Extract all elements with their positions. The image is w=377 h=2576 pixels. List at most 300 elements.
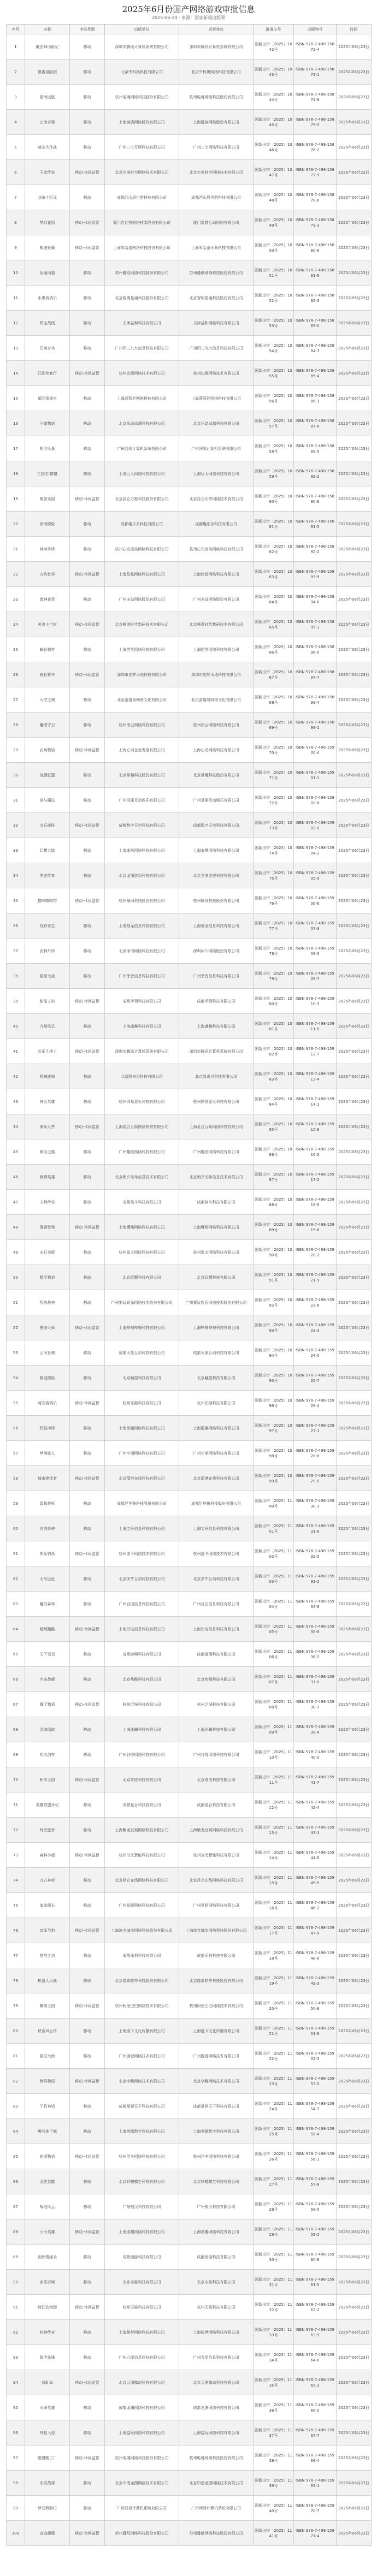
cell-publisher: 厦门吉比特网络技术股份有限公司 (105, 210, 179, 235)
cell-approval-number: 国新出审〔2025〕1116号 (254, 1893, 294, 1918)
cell-number: 59 (7, 1491, 25, 1516)
cell-date: 2025年06月23日 (337, 135, 372, 160)
cell-category: 移动 (70, 2420, 105, 2446)
cell-operator: 上海游卡文化传播有限公司 (179, 2019, 254, 2044)
cell-operator: 深圳市腾讯计算机系统有限公司 (179, 34, 254, 60)
cell-approval-number: 国新出审〔2025〕1109号 (254, 1717, 294, 1742)
cell-date: 2025年06月23日 (337, 311, 372, 336)
cell-date: 2025年06月23日 (337, 2521, 372, 2546)
cell-category: 移动-休闲益智 (70, 2219, 105, 2245)
cell-approval-number: 国新出审〔2025〕1125号 (254, 2119, 294, 2144)
cell-category: 移动-休闲益智 (70, 1843, 105, 1868)
cell-approval-number: 国新出审〔2025〕1093号 (254, 1315, 294, 1340)
table-row (7, 2395, 372, 2420)
cell-number: 20 (7, 512, 25, 537)
cell-isbn: ISBN 978-7-498-15944-8 (294, 1843, 337, 1868)
cell-category: 移动 (70, 2320, 105, 2345)
cell-operator: 上海波克城市网络科技股份有限公司 (179, 1918, 254, 1943)
table-row (7, 939, 372, 964)
cell-number: 97 (7, 2446, 25, 2471)
cell-publisher: 成都西山居世游科技有限公司 (105, 185, 179, 210)
cell-date: 2025年06月23日 (337, 1089, 372, 1114)
cell-game-name: 铁骑冲锋 (25, 1416, 70, 1441)
cell-publisher: 北京触控科技有限公司 (105, 1366, 179, 1391)
table-row (7, 989, 372, 1014)
cell-operator: 杭州边锋网络技术有限公司 (179, 361, 254, 386)
cell-game-name: 萌兽乐园 (25, 486, 70, 512)
cell-isbn: ISBN 978-7-498-15934-9 (294, 1592, 337, 1617)
cell-isbn: ISBN 978-7-498-15913-4 (294, 1064, 337, 1089)
cell-game-name: 龙骑士纪元 (25, 185, 70, 210)
cell-approval-number: 国新出审〔2025〕1087号 (254, 1165, 294, 1190)
cell-publisher: 成都趣乐多科技有限公司 (105, 512, 179, 537)
cell-approval-number: 国新出审〔2025〕1057号 (254, 411, 294, 436)
cell-approval-number: 国新出审〔2025〕1050号 (254, 235, 294, 260)
cell-number: 74 (7, 1868, 25, 1893)
cell-isbn: ISBN 978-7-498-15941-7 (294, 1767, 337, 1792)
cell-approval-number: 国新出审〔2025〕1089号 (254, 1215, 294, 1240)
cell-publisher: 上海紫龙互娱网络科技有限公司 (105, 1818, 179, 1843)
cell-category: 移动-休闲益智 (70, 2521, 105, 2546)
cell-category: 移动-休闲益智 (70, 2370, 105, 2395)
cell-game-name: 外星入侵 (25, 2420, 70, 2446)
cell-operator: 上海紫龙互娱网络科技有限公司 (179, 1818, 254, 1843)
cell-publisher: 上海悠星网络科技有限公司 (105, 562, 179, 587)
cell-game-name: 精灵物语 (25, 1265, 70, 1290)
cell-isbn: ISBN 978-7-498-15918-9 (294, 1190, 337, 1215)
cell-number: 85 (7, 2144, 25, 2169)
cell-date: 2025年06月23日 (337, 1315, 372, 1340)
cell-number: 32 (7, 813, 25, 838)
cell-date: 2025年06月23日 (337, 662, 372, 687)
table-row (7, 235, 372, 260)
cell-operator: 上海恺英网络科技有限公司 (179, 637, 254, 662)
cell-game-name: 勇闯地下城 (25, 2119, 70, 2144)
cell-publisher: 成都西游科技有限公司 (105, 2245, 179, 2270)
cell-category: 移动-休闲益智 (70, 1466, 105, 1491)
cell-game-name: 小小英雄 (25, 2219, 70, 2245)
cell-game-name: 魔塔守卫 (25, 713, 70, 738)
cell-date: 2025年06月23日 (337, 386, 372, 411)
cell-operator: 上海散爆网络科技有限公司 (179, 1416, 254, 1441)
cell-category: 移动-休闲益智 (70, 361, 105, 386)
cell-date: 2025年06月23日 (337, 2169, 372, 2194)
cell-game-name: 山海奇缘 (25, 110, 70, 135)
cell-date: 2025年06月23日 (337, 1039, 372, 1064)
table-body (7, 34, 372, 2546)
cell-publisher: 广州易娱网络科技有限公司 (105, 1893, 179, 1918)
cell-approval-number: 国新出审〔2025〕1103号 (254, 1566, 294, 1592)
cell-publisher: 广州九尾信息科技有限公司 (105, 2345, 179, 2370)
cell-operator: 上海益玩网络科技有限公司 (179, 2420, 254, 2446)
cell-approval-number: 国新出审〔2025〕1078号 (254, 939, 294, 964)
cell-game-name: 小镇物语 (25, 411, 70, 436)
cell-date: 2025年06月23日 (337, 863, 372, 888)
cell-number: 21 (7, 537, 25, 562)
cell-number: 9 (7, 235, 25, 260)
cell-game-name: 萌宠大作战 (25, 135, 70, 160)
cell-category: 移动 (70, 1139, 105, 1165)
cell-approval-number: 国新出审〔2025〕1047号 (254, 160, 294, 185)
cell-category: 移动-休闲益智 (70, 1315, 105, 1340)
cell-date: 2025年06月23日 (337, 1642, 372, 1667)
cell-approval-number: 国新出审〔2025〕1121号 (254, 2019, 294, 2044)
cell-game-name: 灵域仙踪 (25, 1717, 70, 1742)
cell-number: 94 (7, 2370, 25, 2395)
cell-publisher: 上海米哈游网络科技股份有限公司 (105, 235, 179, 260)
table-row (7, 2219, 372, 2245)
cell-date: 2025年06月23日 (337, 612, 372, 637)
cell-game-name: 海岛大亨 (25, 1114, 70, 1139)
table-row (7, 1767, 372, 1792)
cell-operator: 北京中科奥网络科技有限公司 (179, 60, 254, 85)
cell-date: 2025年06月23日 (337, 738, 372, 763)
cell-isbn: ISBN 978-7-498-15933-2 (294, 1566, 337, 1592)
cell-publisher: 北京永航科技有限公司 (105, 2270, 179, 2295)
cell-operator: 广州九尾信息科技有限公司 (179, 2345, 254, 2370)
cell-category: 移动 (70, 2471, 105, 2496)
cell-date: 2025年06月23日 (337, 436, 372, 461)
cell-number: 96 (7, 2420, 25, 2446)
cell-operator: 上海星合互娱网络科技有限公司 (179, 1114, 254, 1139)
cell-number: 98 (7, 2471, 25, 2496)
cell-isbn: ISBN 978-7-498-15951-6 (294, 2019, 337, 2044)
table-row (7, 1114, 372, 1139)
cell-isbn: ISBN 978-7-498-15887-8 (294, 411, 337, 436)
cell-number: 99 (7, 2496, 25, 2521)
cell-game-name: 奇迹暖暖 (25, 2521, 70, 2546)
cell-operator: 北京云图微动科技有限公司 (179, 2370, 254, 2395)
cell-publisher: 北京中科奥科技有限公司 (105, 60, 179, 85)
cell-date: 2025年06月23日 (337, 939, 372, 964)
cell-category: 移动 (70, 1441, 105, 1466)
cell-approval-number: 国新出审〔2025〕1067号 (254, 662, 294, 687)
cell-operator: 天津益和网络科技有限公司 (179, 311, 254, 336)
cell-game-name: 幻境奇兵 (25, 336, 70, 361)
table-row (7, 1516, 372, 1541)
cell-isbn: ISBN 978-7-498-15920-2 (294, 1240, 337, 1265)
cell-category: 移动-休闲益智 (70, 1541, 105, 1566)
cell-category: 移动-休闲益智 (70, 2144, 105, 2169)
cell-isbn: ISBN 978-7-498-15880-9 (294, 235, 337, 260)
cell-number: 57 (7, 1441, 25, 1466)
cell-category: 移动 (70, 1642, 105, 1667)
cell-publisher: 广州网易计算机系统有限公司 (105, 436, 179, 461)
table-row (7, 60, 372, 85)
table-row (7, 713, 372, 738)
cell-approval-number: 国新出审〔2025〕1051号 (254, 260, 294, 286)
cell-operator: 北京乐动卓越科技有限公司 (179, 411, 254, 436)
cell-approval-number: 国新出审〔2025〕1118号 (254, 1943, 294, 1968)
cell-isbn: ISBN 978-7-498-15949-3 (294, 1968, 337, 1993)
cell-isbn: ISBN 978-7-498-15969-1 (294, 2471, 337, 2496)
cell-isbn: ISBN 978-7-498-15889-2 (294, 461, 337, 486)
cell-isbn: ISBN 978-7-498-15943-1 (294, 1818, 337, 1843)
cell-isbn: ISBN 978-7-498-15899-1 (294, 713, 337, 738)
header-operator: 运营单位 (179, 25, 254, 34)
table-row (7, 2169, 372, 2194)
cell-category: 移动 (70, 1893, 105, 1918)
cell-category: 移动 (70, 1014, 105, 1039)
cell-operator: 上海沐瞳科技有限公司 (179, 1717, 254, 1742)
table-row (7, 34, 372, 60)
cell-number: 84 (7, 2119, 25, 2144)
cell-isbn: ISBN 978-7-498-15938-7 (294, 1692, 337, 1717)
cell-category: 移动 (70, 34, 105, 60)
cell-game-name: 城市建造者 (25, 1466, 70, 1491)
table-row (7, 1340, 372, 1366)
cell-operator: 上海米哈游天命科技有限公司 (179, 235, 254, 260)
cell-approval-number: 国新出审〔2025〕1066号 (254, 637, 294, 662)
cell-publisher: 北京乐动卓越科技有限公司 (105, 411, 179, 436)
cell-date: 2025年06月23日 (337, 1366, 372, 1391)
cell-publisher: 杭州分叉智能科技有限公司 (105, 1843, 179, 1868)
cell-isbn: ISBN 978-7-498-15883-0 (294, 311, 337, 336)
cell-operator: 广州趣炫网络科技有限公司 (179, 1139, 254, 1165)
cell-publisher: 深圳市创梦天地科技有限公司 (105, 662, 179, 687)
cell-publisher: 上海骏梦网络科技有限公司 (105, 2320, 179, 2345)
cell-game-name: 积木王国 (25, 1767, 70, 1792)
cell-approval-number: 国新出审〔2025〕1056号 (254, 386, 294, 411)
table-row (7, 1968, 372, 1993)
cell-publisher: 杭州边锋网络技术有限公司 (105, 361, 179, 386)
cell-publisher: 上海英佩数字科技有限公司 (105, 2119, 179, 2144)
cell-date: 2025年06月23日 (337, 1943, 372, 1968)
cell-number: 2 (7, 60, 25, 85)
cell-operator: 广州菲音信息科技有限公司 (179, 964, 254, 989)
cell-isbn: ISBN 978-7-498-15935-6 (294, 1617, 337, 1642)
header-publisher: 出版单位 (105, 25, 179, 34)
cell-operator: 北京智明星通科技股份有限公司 (179, 286, 254, 311)
cell-category: 移动-休闲益智 (70, 1039, 105, 1064)
cell-isbn: ISBN 978-7-498-15955-4 (294, 2119, 337, 2144)
cell-operator: 北京昆仑乐享网络技术有限公司 (179, 486, 254, 512)
cell-number: 68 (7, 1717, 25, 1742)
table-row (7, 687, 372, 713)
cell-number: 65 (7, 1642, 25, 1667)
cell-category: 移动-休闲益智 (70, 989, 105, 1014)
cell-category: 移动-休闲益智 (70, 486, 105, 512)
cell-isbn: ISBN 978-7-498-15925-7 (294, 1366, 337, 1391)
cell-operator: 广州易娱网络科技有限公司 (179, 1893, 254, 1918)
cell-operator: 成都数字天空科技有限公司 (179, 813, 254, 838)
cell-game-name: 弹珠物语 (25, 2069, 70, 2094)
table-row (7, 1792, 372, 1818)
cell-approval-number: 国新出审〔2025〕1104号 (254, 1592, 294, 1617)
cell-isbn: ISBN 978-7-498-15971-4 (294, 2521, 337, 2546)
cell-isbn: ISBN 978-7-498-15939-4 (294, 1717, 337, 1742)
table-row (7, 311, 372, 336)
cell-category: 移动-休闲益智 (70, 1215, 105, 1240)
cell-category: 移动 (70, 1491, 105, 1516)
cell-approval-number: 国新出审〔2025〕1048号 (254, 185, 294, 210)
cell-operator: 成都游熊科技有限公司 (179, 1642, 254, 1667)
cell-number: 95 (7, 2395, 25, 2420)
cell-date: 2025年06月23日 (337, 60, 372, 85)
cell-number: 89 (7, 2245, 25, 2270)
cell-operator: 广州网易计算机系统有限公司 (179, 2496, 254, 2521)
cell-game-name: 雷霆战机 (25, 1491, 70, 1516)
cell-publisher: 广州小朋网络科技有限公司 (105, 1441, 179, 1466)
cell-category: 移动 (70, 788, 105, 813)
cell-category: 移动 (70, 838, 105, 863)
table-row (7, 2446, 372, 2471)
cell-category: 移动 (70, 1265, 105, 1290)
cell-approval-number: 国新出审〔2025〕1141号 (254, 2521, 294, 2546)
cell-game-name: 美食小当家 (25, 612, 70, 637)
table-row (7, 763, 372, 788)
cell-isbn: ISBN 978-7-498-15950-9 (294, 1993, 337, 2019)
cell-publisher: 上海幻电信息科技有限公司 (105, 1617, 179, 1642)
cell-date: 2025年06月23日 (337, 2044, 372, 2069)
cell-number: 78 (7, 1968, 25, 1993)
cell-number: 22 (7, 562, 25, 587)
table-row (7, 1692, 372, 1717)
cell-game-name: 方块世界 (25, 562, 70, 587)
cell-operator: 杭州顺网科技股份有限公司 (179, 888, 254, 913)
cell-isbn: ISBN 978-7-498-15937-0 (294, 1667, 337, 1692)
cell-date: 2025年06月23日 (337, 2144, 372, 2169)
table-row (7, 1742, 372, 1767)
cell-operator: 北京完美时空网络技术有限公司 (179, 160, 254, 185)
cell-number: 30 (7, 763, 25, 788)
cell-approval-number: 国新出审〔2025〕1101号 (254, 1516, 294, 1541)
table-row (7, 2044, 372, 2069)
cell-publisher: 北京昆仑万维科技股份有限公司 (105, 486, 179, 512)
cell-approval-number: 国新出审〔2025〕1130号 (254, 2245, 294, 2270)
cell-approval-number: 国新出审〔2025〕1090号 (254, 1240, 294, 1265)
cell-date: 2025年06月23日 (337, 1843, 372, 1868)
cell-publisher: 北京畅游时代数码技术有限公司 (105, 612, 179, 637)
cell-publisher: 成都手领科技有限公司 (105, 989, 179, 1014)
cell-operator: 上海烛龙信息科技有限公司 (179, 913, 254, 939)
cell-operator: 上海游族网络股份有限公司 (179, 110, 254, 135)
cell-approval-number: 国新出审〔2025〕1136号 (254, 2395, 294, 2420)
cell-publisher: 上海派趣网络科技有限公司 (105, 2219, 179, 2245)
cell-game-name: 神话英雄 (25, 1089, 70, 1114)
table-row (7, 386, 372, 411)
cell-isbn: ISBN 978-7-498-15957-8 (294, 2169, 337, 2194)
cell-operator: 成都掌娱天下科技有限公司 (179, 2094, 254, 2119)
cell-date: 2025年06月23日 (337, 461, 372, 486)
cell-number: 66 (7, 1667, 25, 1692)
cell-operator: 北京掌趣科技股份有限公司 (179, 763, 254, 788)
table-row (7, 185, 372, 210)
cell-game-name: 古剑奇侠 (25, 1516, 70, 1541)
cell-approval-number: 国新出审〔2025〕1069号 (254, 713, 294, 738)
cell-operator: 苏州叠纸网络科技股份有限公司 (179, 260, 254, 286)
cell-publisher: 成都龙渊网络科技有限公司 (105, 2395, 179, 2420)
cell-publisher: 北京蓝港在线科技有限公司 (105, 1466, 179, 1491)
cell-publisher: 广州灵犀互动娱乐有限公司 (105, 788, 179, 813)
cell-category: 移动-休闲益智 (70, 612, 105, 637)
cell-game-name: 王者传说 (25, 160, 70, 185)
cell-approval-number: 国新出审〔2025〕1117号 (254, 1918, 294, 1943)
table-row (7, 637, 372, 662)
cell-publisher: 上海盛趣科技有限公司 (105, 1014, 179, 1039)
cell-game-name: 极地探险 (25, 1366, 70, 1391)
table-row (7, 1014, 372, 1039)
cell-number: 58 (7, 1466, 25, 1491)
cell-isbn: ISBN 978-7-498-15961-5 (294, 2270, 337, 2295)
cell-game-name: 疯狂动物园 (25, 2295, 70, 2320)
cell-date: 2025年06月23日 (337, 210, 372, 235)
cell-approval-number: 国新出审〔2025〕1135号 (254, 2370, 294, 2395)
table-row (7, 1843, 372, 1868)
cell-number: 23 (7, 587, 25, 612)
cell-game-name: 英雄联盟手记 (25, 1792, 70, 1818)
cell-operator: 成都趣乐多科技有限公司 (179, 512, 254, 537)
cell-approval-number: 国新出审〔2025〕1102号 (254, 1541, 294, 1566)
cell-operator: 成都手领科技有限公司 (179, 989, 254, 1014)
cell-approval-number: 国新出审〔2025〕1139号 (254, 2471, 294, 2496)
cell-category: 移动 (70, 1943, 105, 1968)
cell-isbn: ISBN 978-7-498-15894-6 (294, 587, 337, 612)
cell-number: 42 (7, 1064, 25, 1089)
table-row (7, 562, 372, 587)
cell-game-name: 疾风剑客 (25, 1742, 70, 1767)
cell-approval-number: 国新出审〔2025〕1049号 (254, 210, 294, 235)
table-row (7, 1089, 372, 1114)
cell-isbn: ISBN 978-7-498-15928-8 (294, 1441, 337, 1466)
cell-approval-number: 国新出审〔2025〕1108号 (254, 1692, 294, 1717)
cell-operator: 北京游道易网络文化有限公司 (179, 687, 254, 713)
cell-publisher: 北京昆仑在线网络科技有限公司 (105, 1868, 179, 1893)
cell-publisher: 北京奇虎科技有限公司 (105, 1767, 179, 1792)
cell-game-name: 星球大战 (25, 964, 70, 989)
cell-approval-number: 国新出审〔2025〕1054号 (254, 336, 294, 361)
cell-date: 2025年06月23日 (337, 2420, 372, 2446)
table-row (7, 260, 372, 286)
table-row (7, 286, 372, 311)
cell-approval-number: 国新出审〔2025〕1094号 (254, 1340, 294, 1366)
table-row (7, 788, 372, 813)
cell-isbn: ISBN 978-7-498-15905-9 (294, 863, 337, 888)
cell-category: 移动 (70, 913, 105, 939)
cell-number: 61 (7, 1541, 25, 1566)
cell-category: 移动 (70, 1165, 105, 1190)
cell-isbn: ISBN 978-7-498-15908-0 (294, 939, 337, 964)
header-date: 时间 (337, 25, 372, 34)
table-row (7, 361, 372, 386)
cell-date: 2025年06月23日 (337, 1190, 372, 1215)
cell-category: 移动 (70, 1290, 105, 1315)
table-row (7, 1541, 372, 1566)
cell-publisher: 成都天象互动科技有限公司 (105, 1340, 179, 1366)
cell-isbn: ISBN 978-7-498-15893-9 (294, 562, 337, 587)
cell-publisher: 上海恺英网络科技有限公司 (105, 637, 179, 662)
cell-isbn: ISBN 978-7-498-15922-6 (294, 1290, 337, 1315)
cell-date: 2025年06月23日 (337, 2245, 372, 2270)
cell-approval-number: 国新出审〔2025〕1098号 (254, 1441, 294, 1466)
cell-number: 31 (7, 788, 25, 813)
cell-approval-number: 国新出审〔2025〕1042号 (254, 34, 294, 60)
cell-category: 移动 (70, 286, 105, 311)
table-row (7, 2144, 372, 2169)
cell-category: 移动-休闲益智 (70, 2069, 105, 2094)
cell-number: 51 (7, 1290, 25, 1315)
table-row (7, 1441, 372, 1466)
cell-category: 移动 (70, 2194, 105, 2219)
table-row (7, 1391, 372, 1416)
cell-isbn: ISBN 978-7-498-15970-7 (294, 2496, 337, 2521)
cell-date: 2025年06月23日 (337, 989, 372, 1014)
cell-category: 移动 (70, 637, 105, 662)
cell-number: 86 (7, 2169, 25, 2194)
cell-number: 72 (7, 1818, 25, 1843)
cell-publisher: 北京龙图游戏科技有限公司 (105, 863, 179, 888)
table-row (7, 813, 372, 838)
